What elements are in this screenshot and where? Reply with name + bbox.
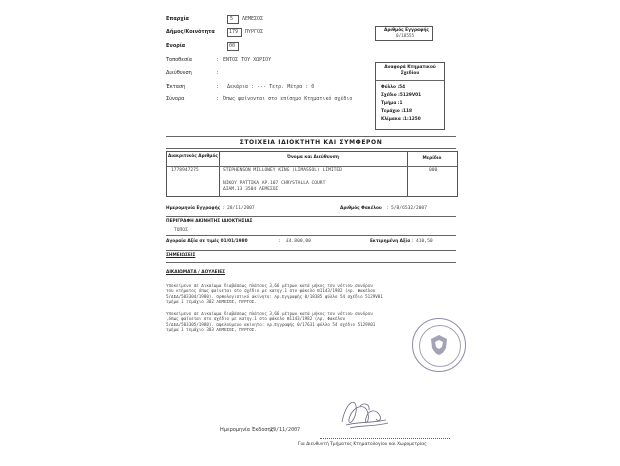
rights-p1-line: τμήμα 1 τεμάχιο 302 ΛΕΜΕΣΟΣ, ΠΥΡΓΟΣ. — [166, 299, 257, 305]
issue-date: 29/11/2007 — [270, 427, 301, 433]
registration-box — [375, 26, 433, 41]
rights-title: ΔΙΚΑΙΩΜΑΤΑ / ΔΟΥΛΕΙΕΣ — [166, 270, 226, 275]
cadastral-title: Αναφορά Κτηματικού Σχεδίου — [384, 65, 436, 76]
signature-icon — [336, 392, 394, 432]
owners-table — [166, 151, 458, 197]
market-value: £4.800,00 — [286, 239, 311, 244]
rights-p2-line: ,όπως φαίνεται στο σχέδιο με κατηγ.1 στο φάκελο Β1143/1982 (Αρ. Φακέλου — [166, 316, 345, 322]
estimated-value: 410,50 — [416, 239, 433, 244]
rights-p2-line: 5/ΔΕΔ/503305/1980). Ωφελούμενο ακίνητο: Αρ.Εγγραφής 0/17631 φύλλο 54 σχέδιο 5129V01 — [166, 321, 376, 327]
ektasi-label: Έκταση — [166, 84, 186, 90]
property-type: ΤΟΠΟΣ — [174, 228, 188, 233]
rights-p2-line: τμήμα 1 τεμάχιο 303 ΛΕΜΕΣΟΣ, ΠΥΡΓΟΣ. — [166, 327, 257, 333]
dieuthynsi-label: Διεύθυνση — [166, 70, 192, 76]
file-label: Αριθμός Φακέλου — [340, 206, 382, 211]
cadastral-klimaka: Κλίμακα :1:1250 — [381, 117, 421, 122]
owners-section-title: ΣΤΟΙΧΕΙΑ ΙΔΙΟΚΤΗΤΗ ΚΑΙ ΣΥΜΦΕΡΟΝ — [239, 139, 383, 146]
dimos-code-box — [227, 28, 242, 37]
synora-label: Σύνορα — [166, 96, 185, 102]
cadastral-tmima: Τμήμα :1 — [381, 101, 403, 106]
owners-col-name: Όνομα και Διεύθυνση — [287, 155, 339, 160]
property-title: ΠΕΡΙΓΡΑΦΗ ΑΚΙΝΗΤΗΣ ΙΔΙΟΚΤΗΣΙΑΣ — [166, 219, 253, 224]
reg-date: 28/11/2007 — [227, 206, 255, 211]
owners-row-name: STEPHENSON MILLOWEY KING (LIMASSOL) LIMITED — [223, 168, 342, 173]
file-value: 5/Β/6532/2007 — [391, 206, 427, 211]
registration-value: 0/18555 — [396, 34, 415, 39]
eparchia-label: Επαρχία — [166, 16, 189, 22]
rights-paragraph-1 — [166, 283, 383, 305]
eparchia-code-box — [227, 15, 239, 24]
owners-col-share: Μερίδιο — [422, 156, 442, 161]
topothesia-value: ΕΝΤΟΣ ΤΟΥ ΧΩΡΙΟΥ — [223, 57, 272, 63]
rights-p1-line: Υποκείμενο σε Δικαίωμα διαβάσεως πλάτους 3,66 μέτρων κατά μήκος του νότιου συνόρου — [166, 283, 373, 288]
memo-title: ΣΗΜΕΙΩΣΕΙΣ — [166, 253, 196, 258]
dimos-label: Δήμος/Κοινότητα — [166, 29, 215, 35]
synora-value: Όπως φαίνονται στο επίσημο Κτηματικό σχέδιο — [223, 96, 353, 102]
topothesia-label: Τοποθεσία — [166, 57, 193, 63]
eparchia-name: ΛΕΜΕΣΟΣ — [242, 16, 264, 22]
ektasi-value: Δεκάρια : --- Τετρ. Μέτρα : 0 — [227, 84, 315, 90]
title-deed-document: Επαρχία 5 ΛΕΜΕΣΟΣ Δήμος/Κοινότητα 179 ΠΥΡΓΟΣ Ενορία 00 Τοποθεσία ΕΝΤΟΣ ΤΟΥ ΧΩΡΙΟΥ : Διεύθυνση : Έκταση : Δεκάρια : --- Τετρ. Μέτρα : 0 Σύνορα : Όπως φαίνονται στο επίσημο Κτηματικό σχέδιο Αριθμός Εγγραφής 0/18555 Αναφορά Κτηματικού Σχεδίου Φύλλο :54 Σχέδιο :5129V01 Τμήμα :1 Τεμάχιο :118 Κλίμακα :1:1250 ΣΤΟΙΧΕΙΑ ΙΔΙΟΚΤΗΤΗ ΚΑΙ ΣΥΜΦΕΡΟΝ Διακριτικός Αριθμός Όνομα και Διεύθυνση Μερίδιο 1778947275 STEPHENSON MILLOWEY KING (LIMASSOL) LIMITED NIKOY PATTIKA ΑΡ.107 CHRYSTALLA COURT ΔΙΑΜ.13 3504 ΛΕΜΕΣΟΣ 000 Ημερομηνία Εγγραφής : 28/11/2007 Αριθμός Φακέλου : 5/Β/6532/2007 ΠΕΡΙΓΡΑΦΗ ΑΚΙΝΗΤΗΣ ΙΔΙΟΚΤΗΣΙΑΣ ΤΟΠΟΣ Αγοραία Αξία σε τιμές 01/01/1980 : £4.800,00 Εκτιμημένη Αξία : 410,50 ΣΗΜΕΙΩΣΕΙΣ ΔΙΚΑΙΩΜΑΤΑ / ΔΟΥΛΕΙΕΣ Υποκείμενο σε Δικαίωμα διαβάσεως πλάτους 3,66 μέτρων κατά μήκος του νότιου συνόρου του κτήματος όπως φαίνεται στο σχέδιο με κατηγ.1 στο φάκελο Β1143/1982 (Αρ. Φακέλου 5/ΔΕΔ/503304/1980). Ορθολογιστικό ακίνητο: Αρ.Εγγραφής 0/18385 φύλλο 54 σχέδιο 5129V01 τμήμα 1 τεμάχιο 302 ΛΕΜΕΣΟΣ, ΠΥΡΓΟΣ. Υποκείμενο σε Δικαίωμα διαβάσεως πλάτους 3,66 μέτρων κατά μήκος του νότιου συνόρου ,όπως φαίνεται στο σχέδιο με κατηγ.1 στο φάκελο Β1143/1982 (Αρ. Φακέλου 5/ΔΕΔ/503305/1980). Ωφελούμενο ακίνητο: Αρ.Εγγραφής 0/17631 φύλλο 54 σχέδιο 5129V01 τμήμα 1 τεμάχιο 303 ΛΕΜΕΣΟΣ, ΠΥΡΓΟΣ. Ημερομηνία Έκδοσης: 29/11/2007 Για Διευθυντή Τμήματος Κτηματολογίου και Χωρομετρίας — [110, 0, 510, 466]
rights-p1-line: του κτήματος όπως φαίνεται στο σχέδιο με κατηγ.1 στο φάκελο Β1143/1982 (Αρ. Φακέλου — [166, 288, 376, 294]
enoria-code-box — [227, 42, 239, 51]
enoria-label: Ενορία — [166, 43, 186, 49]
cadastral-schedio: Σχέδιο :5129V01 — [381, 93, 422, 98]
cadastral-temaxio: Τεμάχιο :118 — [381, 109, 413, 114]
issue-date-label: Ημερομηνία Έκδοσης: — [220, 427, 276, 433]
owners-row-addr2: ΔΙΑΜ.13 3504 ΛΕΜΕΣΟΣ — [223, 187, 279, 192]
estimated-value-label: Εκτιμημένη Αξία — [370, 239, 411, 244]
coat-of-arms-icon — [429, 334, 449, 356]
enoria-code: 00 — [229, 43, 236, 49]
owners-row-share: 000 — [429, 168, 438, 173]
owners-row-id: 1778947275 — [171, 168, 199, 173]
market-value-label: Αγοραία Αξία σε τιμές 01/01/1980 — [166, 239, 248, 244]
eparchia-code: 5 — [230, 16, 234, 22]
owners-col-id: Διακριτικός Αριθμός — [168, 154, 218, 159]
owners-row-addr1: NIKOY PATTIKA ΑΡ.107 CHRYSTALLA COURT — [223, 181, 326, 186]
reg-date-label: Ημερομηνία Εγγραφής — [166, 206, 221, 211]
dimos-name: ΠΥΡΓΟΣ — [245, 29, 264, 35]
rights-p1-line: 5/ΔΕΔ/503304/1980). Ορθολογιστικό ακίνητο: Αρ.Εγγραφής 0/18385 φύλλο 54 σχέδιο 5129V01 — [166, 293, 383, 299]
dimos-code: 179 — [229, 29, 239, 35]
rights-paragraph-2 — [166, 311, 375, 333]
department-signatory: Για Διευθυντή Τμήματος Κτηματολογίου και Χωρομετρίας — [298, 442, 427, 447]
official-stamp — [412, 318, 466, 372]
rights-p2-line: Υποκείμενο σε Δικαίωμα διαβάσεως πλάτους 3,66 μέτρων κατά μήκος του νότιου συνόρου — [166, 311, 373, 316]
cadastral-fyllo: Φύλλο :54 — [381, 85, 406, 90]
registration-label: Αριθμός Εγγραφής — [384, 28, 429, 33]
cadastral-box — [375, 62, 445, 130]
